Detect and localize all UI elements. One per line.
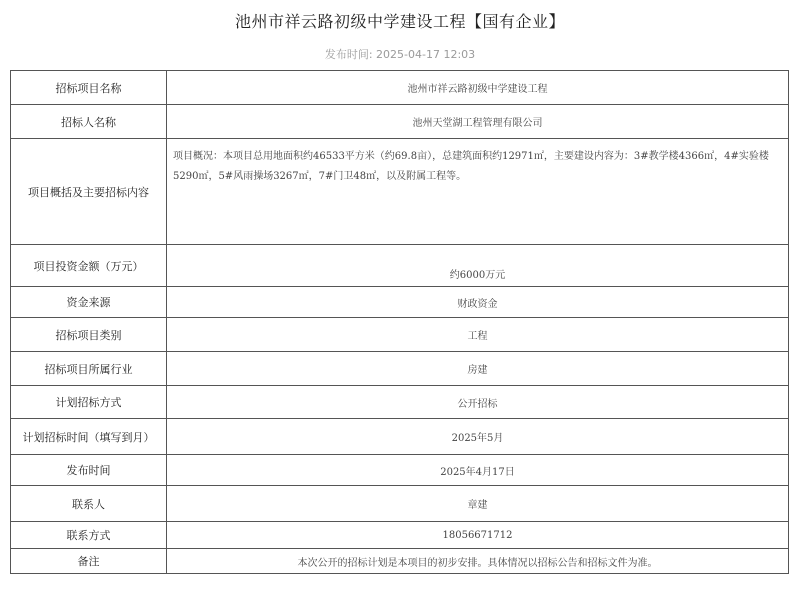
- row-label: 发布时间: [11, 455, 167, 486]
- table-row: [11, 287, 789, 318]
- row-value: 章建: [167, 486, 789, 522]
- row-label: 计划招标方式: [11, 386, 167, 419]
- table-row: [11, 549, 789, 574]
- table-row: [11, 352, 789, 386]
- row-label: 备注: [11, 549, 167, 574]
- table-row: [11, 386, 789, 419]
- row-value: 本次公开的招标计划是本项目的初步安排。具体情况以招标公告和招标文件为准。: [167, 549, 789, 574]
- row-value: 工程: [167, 318, 789, 352]
- row-value: 约6000万元: [167, 245, 789, 287]
- row-label: 招标人名称: [11, 105, 167, 139]
- row-value: 池州天堂湖工程管理有限公司: [167, 105, 789, 139]
- row-label: 项目概括及主要招标内容: [11, 139, 167, 245]
- publish-meta: [0, 46, 800, 62]
- row-value: 2025年5月: [167, 419, 789, 455]
- publish-time: 2025-04-17 12:03: [376, 48, 476, 61]
- row-label: 联系人: [11, 486, 167, 522]
- row-value: 房建: [167, 352, 789, 386]
- row-label: 招标项目类别: [11, 318, 167, 352]
- row-value: 2025年4月17日: [167, 455, 789, 486]
- row-value: 18056671712: [167, 522, 789, 549]
- table-row: [11, 486, 789, 522]
- row-label: 项目投资金额（万元）: [11, 245, 167, 287]
- table-row: [11, 71, 789, 105]
- table-row: [11, 139, 789, 245]
- row-value: 公开招标: [167, 386, 789, 419]
- row-label: 招标项目所属行业: [11, 352, 167, 386]
- page-title: 池州市祥云路初级中学建设工程【国有企业】: [234, 12, 565, 31]
- table-row: [11, 245, 789, 287]
- table-row: [11, 419, 789, 455]
- row-label: 招标项目名称: [11, 71, 167, 105]
- publish-label: 发布时间:: [324, 48, 373, 61]
- tender-info-table: [10, 70, 789, 574]
- row-value: 财政资金: [167, 287, 789, 318]
- row-label: 计划招标时间（填写到月）: [11, 419, 167, 455]
- table-row: [11, 318, 789, 352]
- table-row: [11, 455, 789, 486]
- row-label: 资金来源: [11, 287, 167, 318]
- table-row: [11, 105, 789, 139]
- table-row: [11, 522, 789, 549]
- row-value: 池州市祥云路初级中学建设工程: [167, 71, 789, 105]
- row-label: 联系方式: [11, 522, 167, 549]
- row-value: 项目概况：本项目总用地面积约46533平方米（约69.8亩），总建筑面积约12971㎡，主要建设内容为：3#教学楼4366㎡，4#实验楼5290㎡，5#风雨操场3267㎡，7#门卫48㎡，以及附属工程等。: [167, 139, 789, 245]
